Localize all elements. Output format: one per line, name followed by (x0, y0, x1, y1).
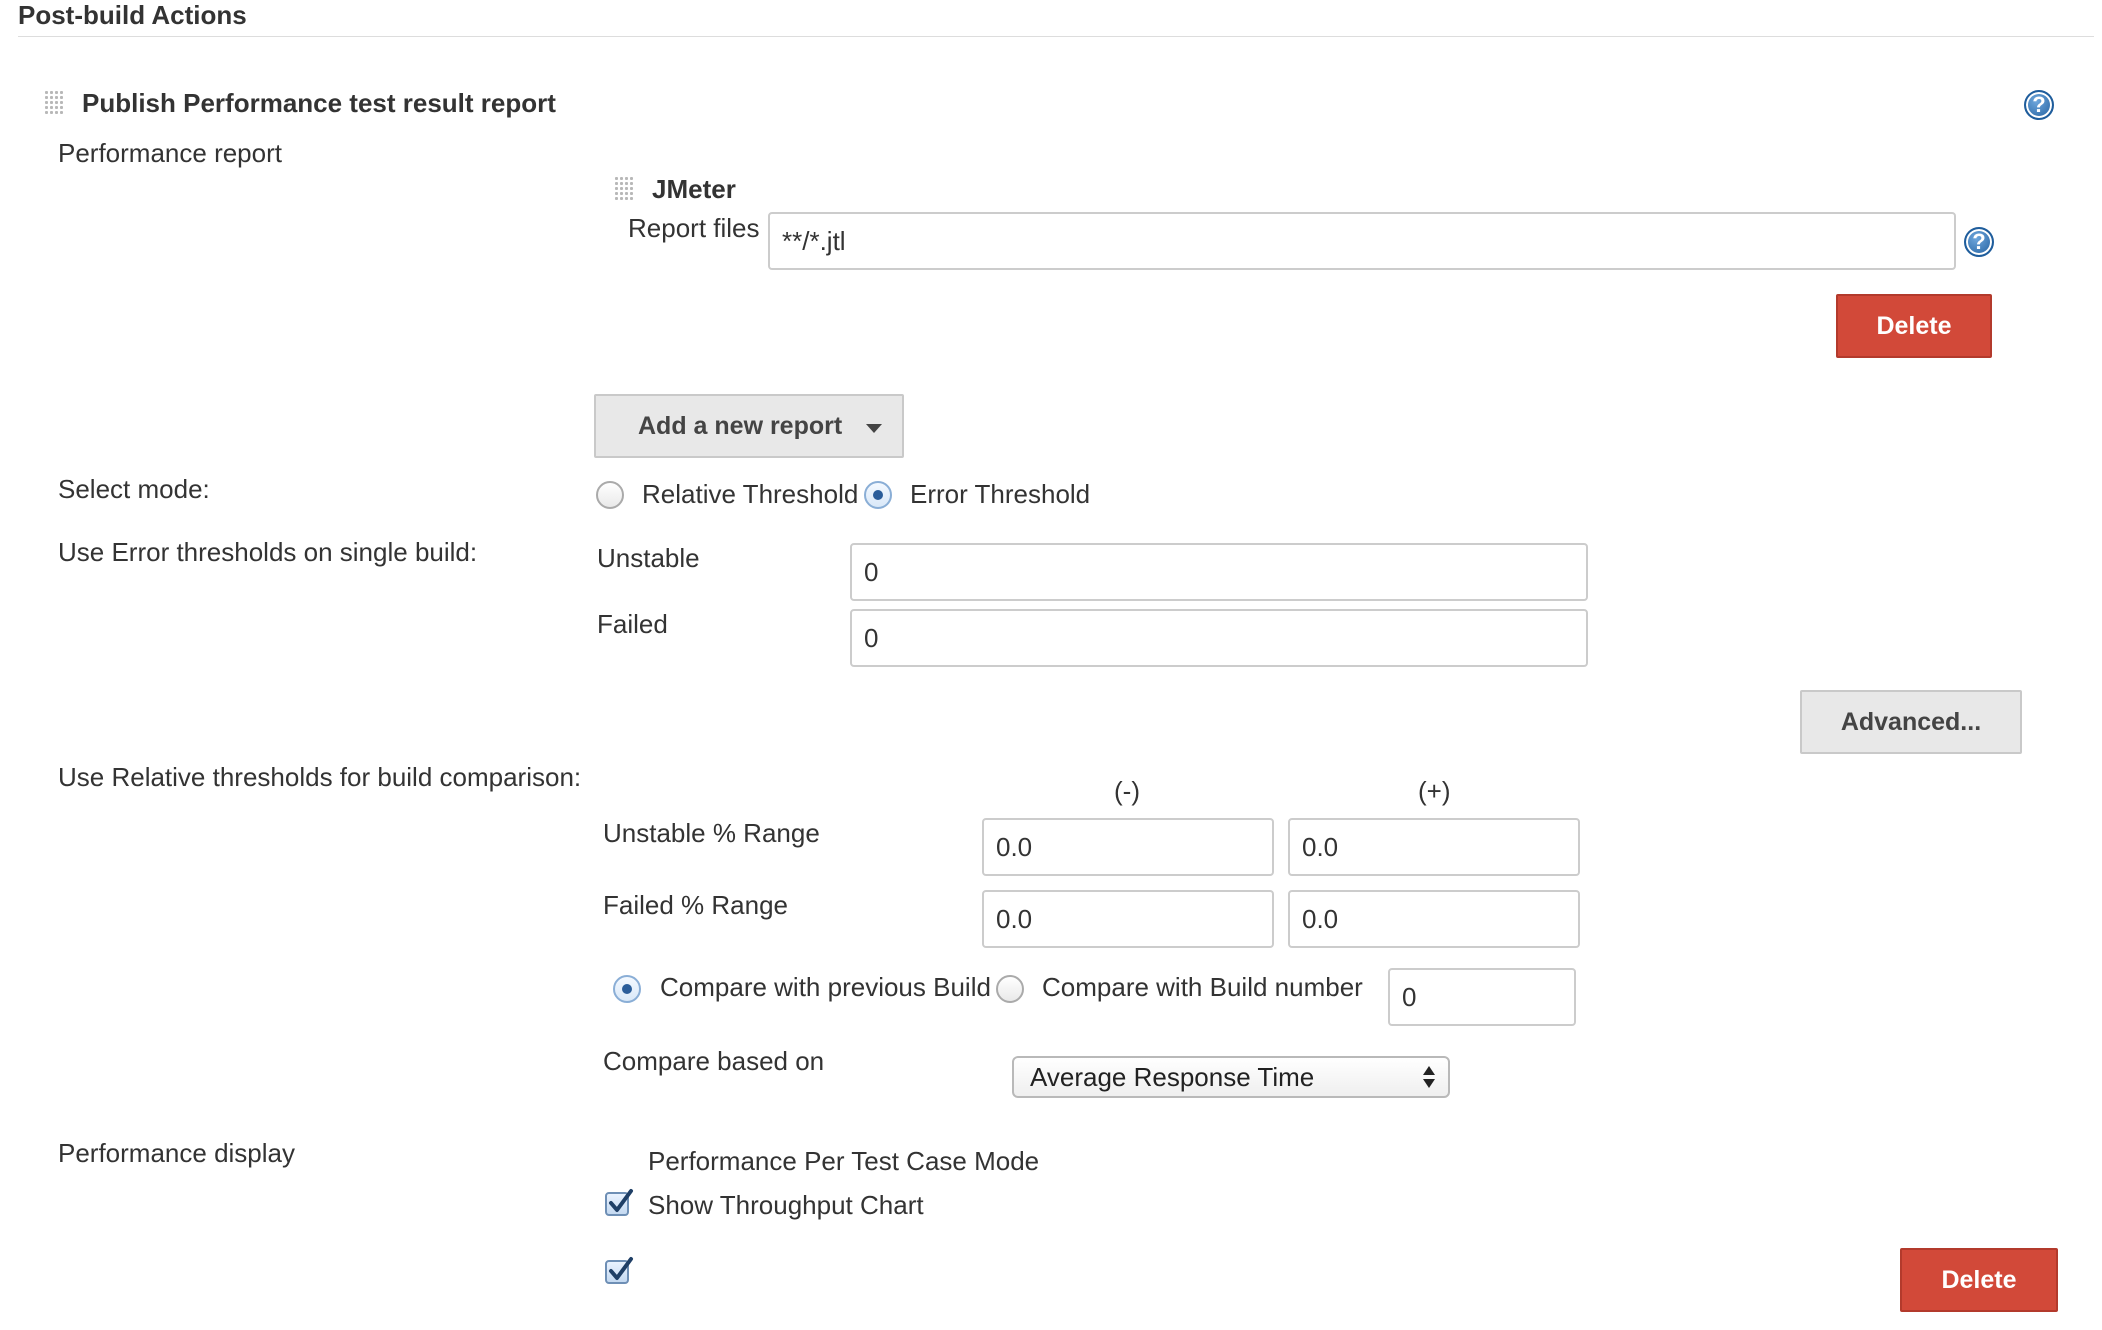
failed-range-minus-input[interactable] (982, 890, 1274, 948)
relative-thresholds-label: Use Relative thresholds for build comparison: (58, 762, 582, 792)
unstable-range-minus-input[interactable] (982, 818, 1274, 876)
publisher-title: Publish Performance test result report (82, 88, 556, 118)
checkbox-per-test-case-mode[interactable] (605, 1192, 629, 1216)
failed-label: Failed (597, 609, 668, 639)
failed-threshold-input[interactable] (850, 609, 1588, 667)
add-new-report-label: Add a new report (638, 411, 843, 440)
radio-relative-threshold[interactable] (596, 481, 624, 509)
minus-column-header: (-) (1114, 776, 1140, 806)
radio-compare-build-number[interactable] (996, 975, 1024, 1003)
build-number-input[interactable] (1388, 968, 1576, 1026)
unstable-threshold-value: 0 (864, 556, 879, 587)
unstable-threshold-input[interactable] (850, 543, 1588, 601)
compare-based-on-select[interactable] (1012, 1056, 1450, 1098)
help-icon[interactable]: ? (1964, 227, 1994, 257)
failed-threshold-value: 0 (864, 622, 879, 653)
report-files-label: Report files (628, 213, 760, 243)
advanced-label: Advanced... (1840, 707, 1982, 736)
radio-compare-previous-build[interactable] (613, 975, 641, 1003)
plus-column-header: (+) (1418, 776, 1451, 806)
compare-build-number-label: Compare with Build number (1042, 972, 1363, 1002)
chevron-down-icon (866, 424, 882, 433)
report-files-input[interactable] (768, 212, 1956, 270)
help-icon[interactable]: ? (2024, 90, 2054, 120)
unstable-range-label: Unstable % Range (603, 818, 820, 848)
error-threshold-label: Error Threshold (910, 479, 1091, 509)
select-arrows-icon (1422, 1064, 1436, 1090)
checkmark-icon (605, 1186, 635, 1216)
section-divider (18, 36, 2094, 37)
relative-threshold-label: Relative Threshold (642, 479, 859, 509)
performance-display-label: Performance display (58, 1138, 295, 1168)
error-thresholds-label: Use Error thresholds on single build: (58, 537, 478, 567)
jmeter-title: JMeter (652, 174, 736, 204)
delete-report-button[interactable] (1836, 294, 1992, 358)
unstable-label: Unstable (597, 543, 700, 573)
add-new-report-button[interactable] (594, 394, 904, 458)
failed-range-minus-value: 0.0 (996, 903, 1033, 934)
performance-report-label: Performance report (58, 138, 282, 168)
radio-selected-dot (622, 984, 632, 994)
failed-range-plus-input[interactable] (1288, 890, 1580, 948)
unstable-range-minus-value: 0.0 (996, 831, 1033, 862)
unstable-range-plus-input[interactable] (1288, 818, 1580, 876)
radio-error-threshold[interactable] (864, 481, 892, 509)
unstable-range-plus-value: 0.0 (1302, 831, 1339, 862)
section-title: Post-build Actions (18, 0, 247, 30)
compare-based-on-label: Compare based on (603, 1046, 825, 1076)
drag-handle-icon[interactable] (614, 176, 634, 202)
failed-range-label: Failed % Range (603, 890, 788, 920)
compare-previous-build-label: Compare with previous Build (660, 972, 991, 1002)
build-number-value: 0 (1402, 981, 1417, 1012)
show-throughput-chart-label: Show Throughput Chart (648, 1190, 924, 1220)
report-files-value: **/*.jtl (782, 225, 846, 256)
drag-handle-icon[interactable] (44, 90, 64, 116)
per-test-case-mode-label: Performance Per Test Case Mode (648, 1146, 1040, 1176)
delete-publisher-label: Delete (1941, 1265, 2017, 1294)
compare-based-on-value: Average Response Time (1030, 1061, 1315, 1092)
delete-publisher-button[interactable] (1900, 1248, 2058, 1312)
select-mode-label: Select mode: (58, 474, 210, 504)
checkmark-icon (605, 1254, 635, 1284)
advanced-button[interactable] (1800, 690, 2022, 754)
checkbox-show-throughput-chart[interactable] (605, 1260, 629, 1284)
failed-range-plus-value: 0.0 (1302, 903, 1339, 934)
radio-selected-dot (873, 490, 883, 500)
delete-report-label: Delete (1876, 311, 1952, 340)
